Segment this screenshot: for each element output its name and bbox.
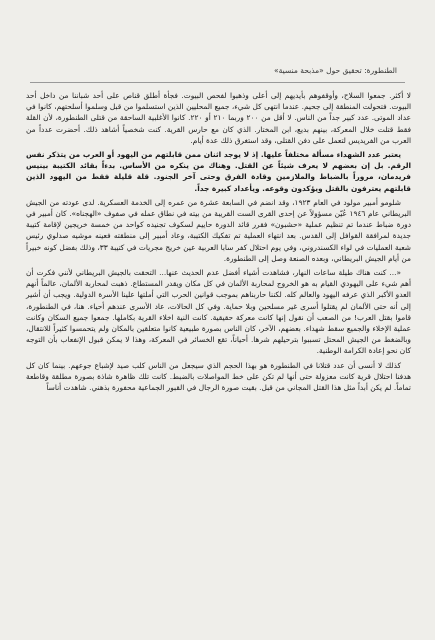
paragraph-5: كذلك لا أنسى أن عدد قتلانا في الطنطورة هو بهذا الحجم الذي سيجعل من الناس كلب صيد لإشباع جوعهم. بينما كان كل هدفنا احتلال قرية كانت معزولة حتى أنها لم تكن على خط المواصلات بالضبط. كانت تلك ظاهرة شاذة بصورة مطلقة وقاطعة تماماً. لم يكن أبداً مثل هذا القتل المجاني من قبل. بقيت صورة الرجال في القبور الجماعية محفورة بذهني. شاهدت أناساً xyxy=(26,360,411,393)
body-text xyxy=(26,90,411,396)
paragraph-4: «... كنت هناك طيلة ساعات النهار، فشاهدت أشياء أفضل عدم الحديث عنها... التحقت بالجيش البريطاني لأنني فكرت أن أهم شيء على اليهودي القيام به هو الخروج لمحاربة الألمان في كل مكان ويقدر المستطاع. ذهبت لمحاربة الألمان، عالماً أنهم العدو الأكبر الذي عرفه اليهود والعالم كله. لكننا حاربناهم بموجب قوانين الحرب التي أملتها علينا الأسرة الدولية. ويجب أن أشير إلى أنه حتى الألمان لم يقتلوا أسرى غير مسلحين وبلا حماية. وفي كل الحالات، عاد الأسرى عندهم أحياء. هنا، في الطنطورة، قاموا بقتل العرب! من الصعب أن نقول إنها كانت معركة حقيقية. كانت النية اخلاء القرية بكاملها. جمعوا جميع السكان وكانت عملية الإخلاء والجميع سقط شهداء. بعضهم، الآخر، كان الناس بصورة طبيعية كانوا متعلقين بالمكان ولم يتحمسوا كثيراً للانتقال، وبالضغط من الجيش المحتل تسببوا بترحيلهم شرها. أحياناً، تقع الخسائر في المعركة، وهذا لا يمكن قبول الإنفعاب بأن التوجه كان نحو إعادة الكرامة الوطنية. xyxy=(26,268,411,356)
paragraph-2: يعتبر عدد الشهداء مسألة مختلفاً عليها. إذ لا يوجد اثنان ممن قابلتهم من اليهود أو العرب من يتذكر نفس الرقم. بل إن بعضهم لا يعرف شيئاً عن القتل. وهناك من ينكره من الأساس. بدءاً بقائد الكتيبة بينيس فريدمان، مروراً بالضباط والملازمين وقادة الفرق وحتى آخر الجنود. قلة قليلة فقط من اليهود الذين قابلتهم يعترفون بالقتل ويؤكدون وقوعه. ويأعداد كبيرة جداً. xyxy=(26,150,411,193)
paragraph-1: لا أكثر. جمعوا السلاح، وأوقفوهم بأيديهم إلى أعلى وذهبوا لفحص البيوت. فجأة أطلق قناص على أحد شباننا من داخل أحد البيوت. فتحولت المنطقة إلى جحيم. عندما انتهى كل شيء، جميع المحليين الذين استسلموا من قبل وسلموا أسلحتهم، كانوا في عداد الموتى. عدد كبير جداً من الناس. لا أقل من ٢٠٠ وربما ٢١٠ أو ٢٢٠. كانوا الأغلبية الساحقة من قتلى الطنطورة، لأن القلة فقط قتلت خلال المعركة، بينهم بديع، ابن المختار. الذي كان مع حارس القرية. كنت شخصياً أشاهد ذلك. أحضرت عدداً من العرب من الفريديس لتعمل على دفن القتلى، وقد استغرق ذلك عدة أيام. xyxy=(26,91,411,145)
running-header xyxy=(46,66,397,80)
paragraph-3: شلومو أمبير مولود في العام ١٩٢٣، وقد انضم في السابعة عشرة من عمره إلى الخدمة العسكرية. لدى عودته من الجيش البريطاني عام ١٩٤٦ عُيّن مسؤولاً عن إحدى القرى الست القريبة من بيته في نطاق عمله في صفوف «الهجناه». كان أمبير في دورة ضباط عندما تم تنظيم عملية «حشبون» فقرر قائد الدورة حاييم لسكوف تجنيده كواحد من خمسة خريجين لإقامة كتيبة جديدة لمرافقة القوافل إلى القدس. بعد انتهاء العملية تم تفكيك الكتيبة، وعاد أمبير إلى منطقته فعينه موشيه صدلوي رئيس شعبة العمليات في لواء الكسندروني، وفي يوم احتلال كفر سابا العربية عين خريج مجريات في كتيبة ٣٣، وذلك بفضل كونه خبيراً من أيام الجيش البريطاني، وبعده الصنعة وصل إلى الطنطورة. xyxy=(26,197,411,263)
header-rule xyxy=(30,82,405,83)
running-title: الطنطورة: تحقيق حول «مذبحة منسية» xyxy=(274,66,397,75)
